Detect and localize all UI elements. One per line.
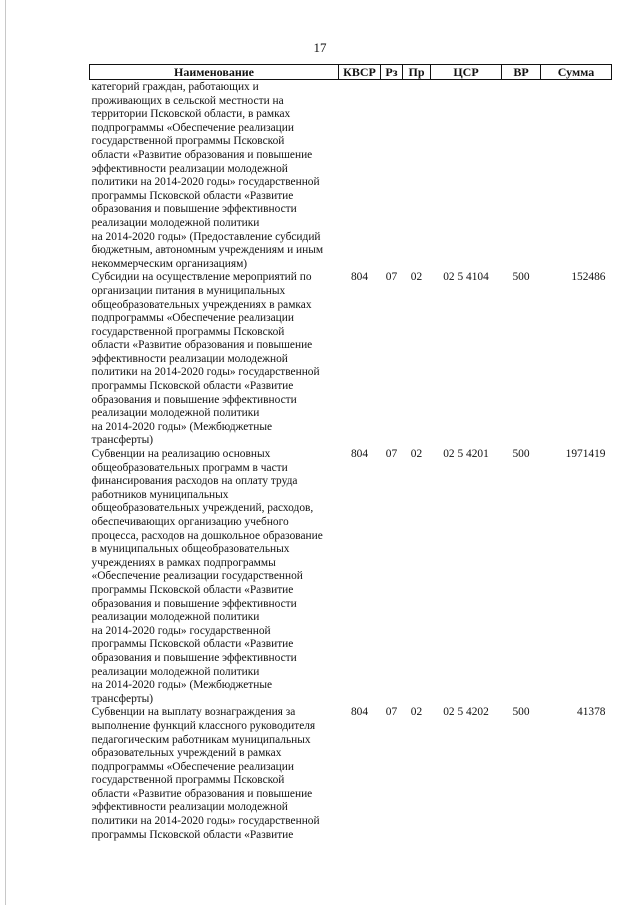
row-vr: 500 <box>512 271 530 284</box>
row-pr: 02 <box>410 706 423 719</box>
row-kvsr: 804 <box>350 706 369 719</box>
header-kvsr: КВСР <box>339 65 381 80</box>
row-pr <box>403 80 431 272</box>
row-kvsr: 804 <box>350 448 369 461</box>
table-row <box>90 706 612 842</box>
row-kvsr <box>339 80 381 272</box>
header-csr: ЦСР <box>431 65 502 80</box>
header-name: Наименование <box>90 65 339 80</box>
row-pr: 02 <box>410 271 423 284</box>
header-sum: Сумма <box>541 65 612 80</box>
row-sum: 1971419 <box>565 448 606 461</box>
page-number: 17 <box>313 40 327 55</box>
table-header <box>90 65 612 80</box>
header-vr: ВР <box>502 65 541 80</box>
row-name: Субсидии на осуществление мероприятий по организации питания в муниципальных общеобразовательных учреждениях в рамках подпрограммы «Обеспечение реализации государственной программы Псковской области «Развитие образования и повышение эффективности реализации молодежной политики на 2014-2020 годы» государственной программы Псковской области «Развитие образования и повышение эффективности реализации молодежной политики на 2014-2020 годы» (Межбюджетные трансферты) <box>91 271 320 447</box>
budget-table <box>89 64 612 842</box>
row-vr <box>502 80 541 272</box>
scan-edge-line <box>5 0 6 905</box>
row-name: Субвенции на реализацию основных общеобразовательных программ в части финансирования расходов на оплату труда работников муниципальных общеобразовательных учреждений, расходов, обеспечивающих организацию учебного процесса, расходов на дошкольное образование в муниципальных общеобразовательных учреждениях в рамках подпрограммы «Обеспечение реализации государственной программы Псковской области «Развитие образования и повышение эффективности реализации молодежной политики на 2014-2020 годы» государственной программы Псковской области «Развитие образования и повышение эффективности реализации молодежной политики на 2014-2020 годы» (Межбюджетные трансферты) <box>91 448 323 705</box>
row-pr: 02 <box>410 448 423 461</box>
row-rz: 07 <box>385 448 398 461</box>
row-rz: 07 <box>385 271 398 284</box>
row-csr: 02 5 4202 <box>443 706 489 719</box>
header-rz: Рз <box>381 65 403 80</box>
row-csr: 02 5 4201 <box>443 448 489 461</box>
header-pr: Пр <box>403 65 431 80</box>
table-row <box>90 80 612 272</box>
row-vr: 500 <box>512 448 530 461</box>
row-name: категорий граждан, работающих и проживающих в сельской местности на территории Псковской области, в рамках подпрограммы «Обеспечение реализации государственной программы Псковской области «Развитие образования и повышение эффективности реализации молодежной политики на 2014-2020 годы» государственной программы Псковской области «Развитие образования и повышение эффективности реализации молодежной политики на 2014-2020 годы» (Предоставление субсидий бюджетным, автономным учреждениям и иным некоммерческим организациям) <box>91 81 324 270</box>
row-sum: 152486 <box>571 271 606 284</box>
row-csr <box>431 80 502 272</box>
row-vr: 500 <box>512 706 530 719</box>
row-rz: 07 <box>385 706 398 719</box>
row-sum <box>541 80 612 272</box>
table-row <box>90 271 612 448</box>
row-kvsr: 804 <box>350 271 369 284</box>
row-sum: 41378 <box>577 706 606 719</box>
table-row <box>90 448 612 706</box>
row-rz <box>381 80 403 272</box>
row-name: Субвенции на выплату вознаграждения за выполнение функций классного руководителя педагогическим работникам муниципальных образовательных учреждений в рамках подпрограммы «Обеспечение реализации государственной программы Псковской области «Развитие образования и повышение эффективности реализации молодежной политики на 2014-2020 годы» государственной программы Псковской области «Развитие <box>91 706 320 841</box>
row-csr: 02 5 4104 <box>443 271 489 284</box>
